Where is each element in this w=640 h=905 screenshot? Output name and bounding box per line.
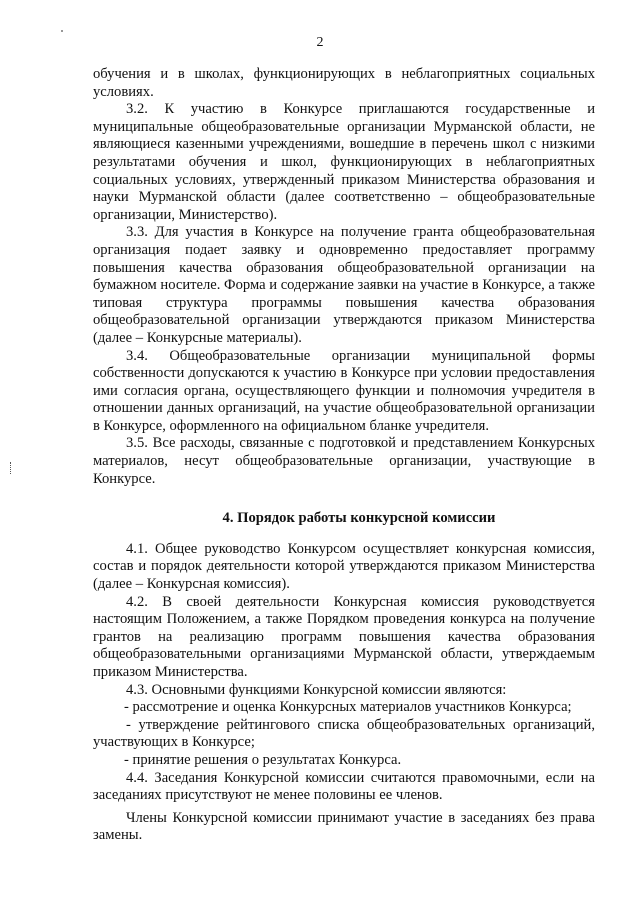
paragraph-4-2: 4.2. В своей деятельности Конкурсная комиссия руководствуется настоящим Положением, а также Порядком проведения конкурса на получение грантов на реализацию программ повышения качества образования общеобразовательными организациями Мурманской области, утверждаемым приказом Министерства. xyxy=(93,593,595,680)
paragraph-3-2: 3.2. К участию в Конкурсе приглашаются государственные и муниципальные общеобразовательные организации Мурманской области, не являющиеся казенными учреждениями, вошедшие в перечень школ с низкими результатами обучения и школ, функционирующих в неблагоприятных социальных условиях, утвержденный приказом Министерства образования и науки Мурманской области (далее соответственно – общеобразовательные организации, Министерство). xyxy=(93,101,595,223)
list-item: - рассмотрение и оценка Конкурсных материалов участников Конкурса; xyxy=(124,699,572,716)
paragraph-members: Члены Конкурсной комиссии принимают участие в заседаниях без права замены. xyxy=(93,809,595,844)
document-body xyxy=(93,66,595,845)
list-item: - утверждение рейтингового списка общеобразовательных организаций, участвующих в Конкурсе; xyxy=(93,716,595,751)
scan-dot xyxy=(61,30,63,32)
list-item: - принятие решения о результатах Конкурса. xyxy=(124,751,402,768)
paragraph-3-3: 3.3. Для участия в Конкурсе на получение гранта общеобразовательная организация подает заявку и одновременно предоставляет программу повышения качества образования общеобразовательной организации на бумажном носителе. Форма и содержание заявки на участие в Конкурсе, а также типовая структура программы повышения качества образования общеобразовательной организации утверждаются приказом Министерства (далее – Конкурсные материалы). xyxy=(93,224,595,346)
paragraph-4-3: 4.3. Основными функциями Конкурсной комиссии являются: xyxy=(126,681,507,698)
paragraph-continuation: обучения и в школах, функционирующих в неблагоприятных социальных условиях. xyxy=(93,66,595,100)
page-number: 2 xyxy=(316,35,324,50)
scan-margin-mark xyxy=(10,462,13,474)
paragraph-3-5: 3.5. Все расходы, связанные с подготовкой и представлением Конкурсных материалов, несут общеобразовательные организации, участвующие в Конкурсе. xyxy=(93,435,595,487)
section-heading-4: 4. Порядок работы конкурсной комиссии xyxy=(222,510,496,527)
paragraph-4-4: 4.4. Заседания Конкурсной комиссии считаются правомочными, если на заседаниях присутствуют не менее половины ее членов. xyxy=(93,769,595,804)
paragraph-3-4: 3.4. Общеобразовательные организации муниципальной формы собственности допускаются к участию в Конкурсе при условии предоставления ими согласия органа, осуществляющего функции и полномочия учредителя в отношении данных организаций, на участие общеобразовательной организации в Конкурсе, оформленного на официальном бланке учредителя. xyxy=(93,347,595,434)
paragraph-4-1: 4.1. Общее руководство Конкурсом осуществляет конкурсная комиссия, состав и порядок деятельности которой утверждаются приказом Министерства (далее – Конкурсная комиссия). xyxy=(93,540,595,593)
